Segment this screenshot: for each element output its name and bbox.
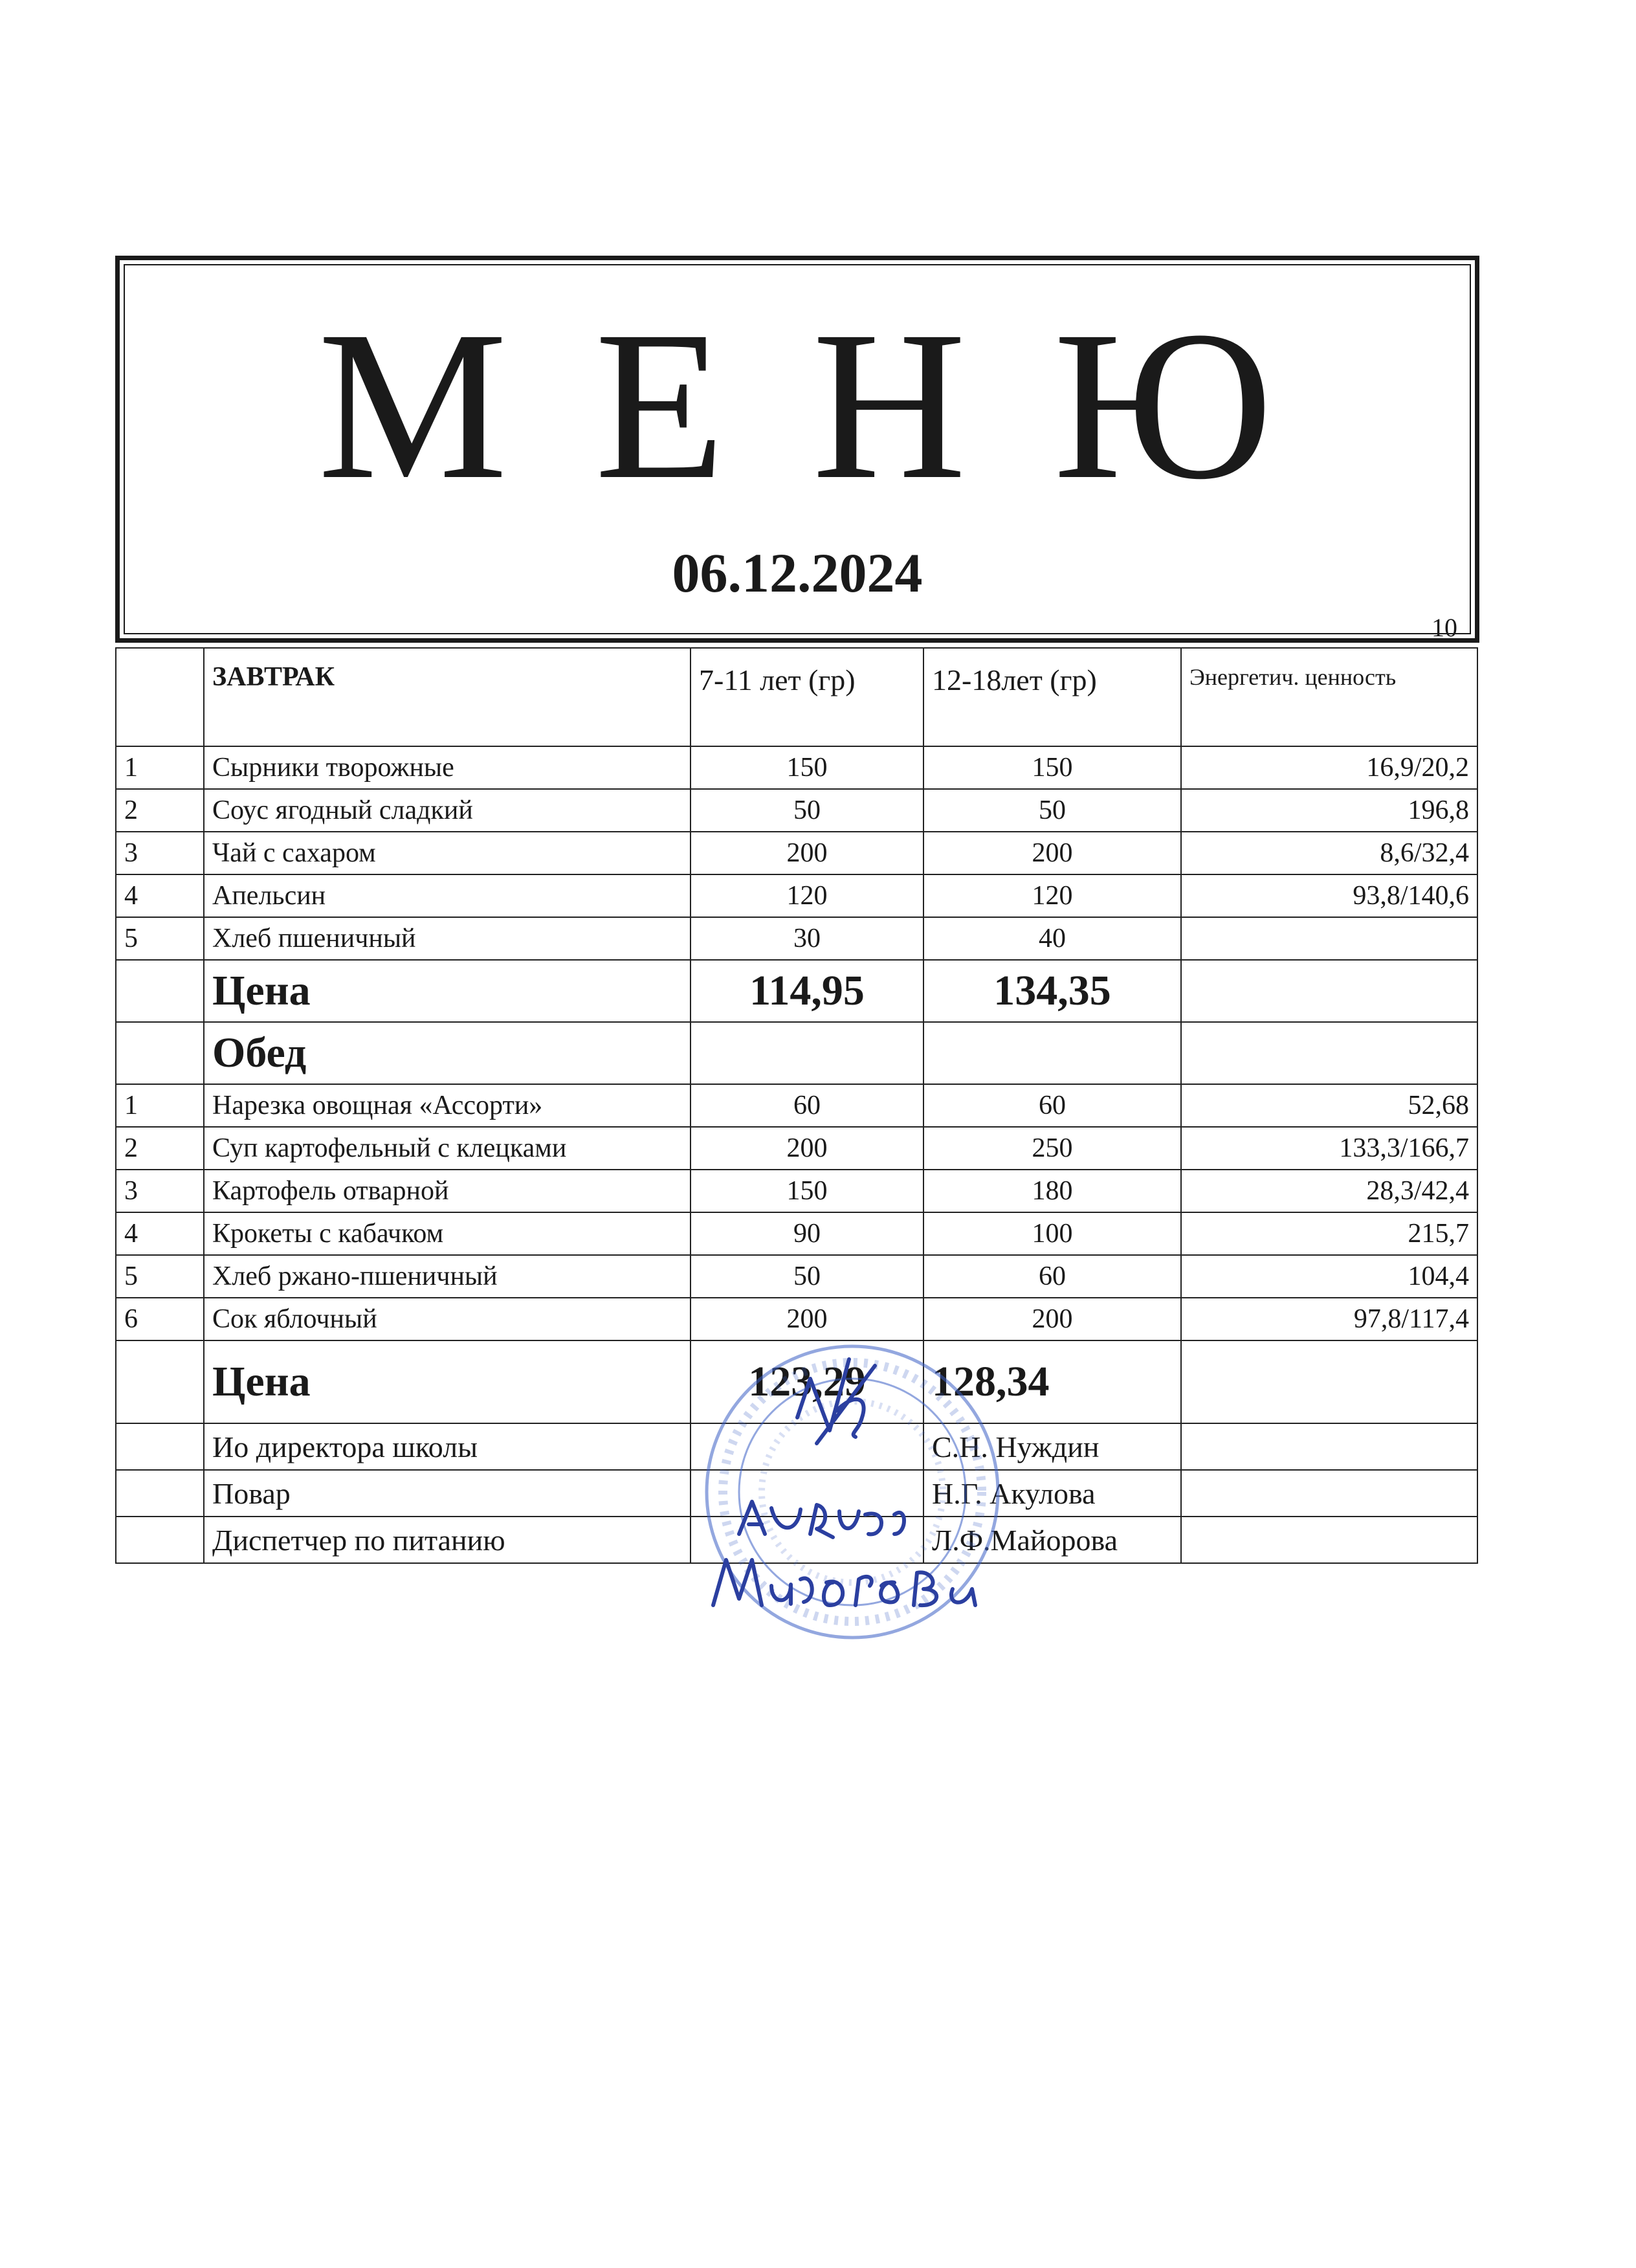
item-number: 5 [116,917,204,960]
item-number: 2 [116,1127,204,1170]
item-energy: 133,3/166,7 [1181,1127,1477,1170]
item-grams-7-11: 50 [691,1255,923,1298]
lunch-header-row [116,1022,1477,1084]
empty-cell [116,1423,204,1470]
empty-cell [691,1022,923,1084]
empty-cell [116,960,204,1022]
item-grams-12-18: 180 [923,1170,1181,1212]
item-name: Нарезка овощная «Ассорти» [204,1084,691,1127]
item-grams-12-18: 100 [923,1212,1181,1255]
price-7-11: 114,95 [691,960,923,1022]
table-row [116,746,1477,789]
age-7-11-header: 7-11 лет (гр) [691,648,923,746]
item-name: Хлеб пшеничный [204,917,691,960]
table-row [116,832,1477,874]
empty-cell [1181,960,1477,1022]
item-grams-7-11: 150 [691,746,923,789]
item-grams-7-11: 200 [691,1298,923,1340]
signature-role: Диспетчер по питанию [204,1517,691,1563]
item-number: 3 [116,832,204,874]
menu-title-box [115,256,1479,643]
item-name: Хлеб ржано-пшеничный [204,1255,691,1298]
item-energy: 28,3/42,4 [1181,1170,1477,1212]
table-row [116,789,1477,832]
item-name: Крокеты с кабачком [204,1212,691,1255]
stamp-inner-ring [739,1379,966,1605]
empty-cell [116,1470,204,1517]
item-number: 6 [116,1298,204,1340]
director-signature [797,1359,875,1443]
item-name: Апельсин [204,874,691,917]
price-label: Цена [204,1340,691,1423]
item-number: 1 [116,746,204,789]
item-energy: 52,68 [1181,1084,1477,1127]
price-label: Цена [204,960,691,1022]
item-name: Суп картофельный с клецками [204,1127,691,1170]
price-12-18: 128,34 [923,1340,1181,1423]
signature-person: Л.Ф.Майорова [923,1517,1181,1563]
energy-header: Энергетич. ценность [1181,648,1477,746]
signature-role: Ио директора школы [204,1423,691,1470]
empty-cell [923,1022,1181,1084]
item-grams-12-18: 40 [923,917,1181,960]
stamp-outer-ring [707,1346,998,1638]
signature-person: Н.Г. Акулова [923,1470,1181,1517]
item-grams-7-11: 120 [691,874,923,917]
item-number: 5 [116,1255,204,1298]
item-grams-7-11: 200 [691,1127,923,1170]
item-energy: 16,9/20,2 [1181,746,1477,789]
menu-date: 06.12.2024 [672,542,923,604]
item-grams-7-11: 90 [691,1212,923,1255]
item-energy: 8,6/32,4 [1181,832,1477,874]
breakfast-price-row [116,960,1477,1022]
item-energy: 196,8 [1181,789,1477,832]
item-name: Картофель отварной [204,1170,691,1212]
table-row [116,1170,1477,1212]
price-12-18: 134,35 [923,960,1181,1022]
table-row [116,1298,1477,1340]
table-row [116,1255,1477,1298]
item-grams-12-18: 60 [923,1255,1181,1298]
stamp-seal [707,1346,998,1638]
item-grams-12-18: 150 [923,746,1181,789]
empty-cell [1181,1470,1477,1517]
item-grams-7-11: 200 [691,832,923,874]
item-grams-7-11: 50 [691,789,923,832]
item-energy: 215,7 [1181,1212,1477,1255]
menu-title: М Е Н Ю [318,287,1277,524]
item-number: 4 [116,1212,204,1255]
age-12-18-header: 12-18лет (гр) [923,648,1181,746]
breakfast-header: ЗАВТРАК [204,648,691,746]
table-header-row [116,648,1477,746]
page-number: 10 [1432,613,1457,642]
item-energy: 104,4 [1181,1255,1477,1298]
lunch-label: Обед [204,1022,691,1084]
item-grams-7-11: 150 [691,1170,923,1212]
item-grams-12-18: 250 [923,1127,1181,1170]
empty-cell [1181,1022,1477,1084]
item-energy: 97,8/117,4 [1181,1298,1477,1340]
signature-role: Повар [204,1470,691,1517]
table-row [116,1212,1477,1255]
item-name: Чай с сахаром [204,832,691,874]
item-number: 2 [116,789,204,832]
stamp-inner-lettering [762,1401,943,1583]
table-row [116,917,1477,960]
signature-person: С.Н. Нуждин [923,1423,1181,1470]
item-number: 4 [116,874,204,917]
item-grams-7-11: 30 [691,917,923,960]
table-row [116,1084,1477,1127]
item-name: Сырники творожные [204,746,691,789]
item-name: Сок яблочный [204,1298,691,1340]
school-stamp [700,1340,1004,1644]
item-grams-7-11: 60 [691,1084,923,1127]
empty-cell [1181,1340,1477,1423]
table-row [116,1127,1477,1170]
item-energy [1181,917,1477,960]
item-grams-12-18: 200 [923,1298,1181,1340]
item-energy: 93,8/140,6 [1181,874,1477,917]
item-grams-12-18: 120 [923,874,1181,917]
table-row [116,874,1477,917]
item-number: 3 [116,1170,204,1212]
empty-cell [116,1517,204,1563]
item-grams-12-18: 60 [923,1084,1181,1127]
item-grams-12-18: 200 [923,832,1181,874]
empty-cell [1181,1423,1477,1470]
empty-cell [116,1340,204,1423]
item-grams-12-18: 50 [923,789,1181,832]
empty-cell [116,1022,204,1084]
empty-cell [1181,1517,1477,1563]
price-7-11: 123,29 [691,1340,923,1423]
header-number-cell [116,648,204,746]
item-name: Соус ягодный сладкий [204,789,691,832]
item-number: 1 [116,1084,204,1127]
